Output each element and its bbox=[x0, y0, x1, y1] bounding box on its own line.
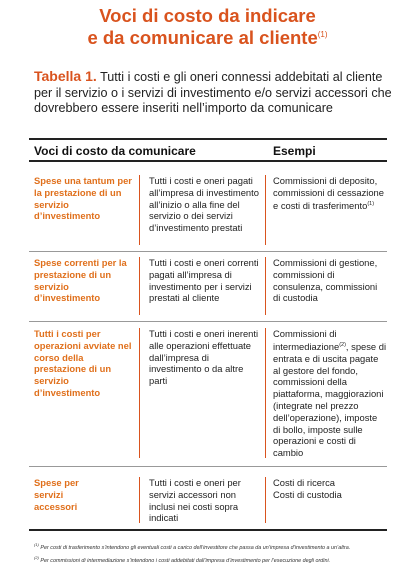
header-examples: Esempi bbox=[273, 144, 316, 158]
column-divider bbox=[139, 175, 140, 245]
header-cost-items: Voci di costo da comunicare bbox=[34, 144, 196, 158]
row-category: Spese una tantum per la prestazione di un servizio d’investimento bbox=[34, 175, 132, 222]
row-examples-text: Commissioni di deposito, commissioni di cessazione e costi di trasferimento bbox=[273, 175, 384, 211]
row-description: Tutti i costi e oneri per servizi accessori non inclusi nei costi sopra indicati bbox=[149, 477, 241, 524]
row-examples bbox=[273, 328, 387, 459]
row-divider bbox=[29, 466, 387, 467]
table-bottom-rule bbox=[29, 529, 387, 531]
row-category: Spese per servizi accessori bbox=[34, 477, 79, 512]
row-description: Tutti i costi e oneri correnti pagati all’impresa di investimento per i servizi prestati al cliente bbox=[149, 257, 259, 304]
footnote-text: Per commissioni di intermediazione s’intendono i costi addebitati dall’impresa d’investimento per l’esecuzione degli ordini. bbox=[40, 557, 331, 564]
title-footnote-ref: (1) bbox=[317, 30, 328, 39]
title-line-1: Voci di costo da indicare bbox=[99, 5, 316, 26]
row-divider bbox=[29, 321, 387, 322]
column-divider bbox=[139, 257, 140, 315]
table-caption bbox=[34, 69, 394, 117]
footnote-ref: (1) bbox=[367, 200, 375, 207]
column-divider bbox=[265, 257, 266, 315]
footnote bbox=[34, 540, 394, 553]
footnote bbox=[34, 553, 394, 566]
row-examples-text: , spese di entrata e di uscita pagate al gestore del fondo, commissioni della piattaforma, maggiorazioni (integrate nel prezzo dell’operazione), imposte di bollo, imposte sulle operazioni e costi di cambio bbox=[273, 340, 387, 459]
column-divider bbox=[265, 175, 266, 245]
column-divider bbox=[139, 328, 140, 458]
row-examples-lead: Commissioni di intermediazione bbox=[273, 328, 340, 352]
column-divider bbox=[139, 477, 140, 523]
row-description: Tutti i costi e oneri pagati all’impresa di investimento all’inizio o alla fine del servizio o dei servizi d’investimento prestati bbox=[149, 175, 259, 234]
header-bottom-rule bbox=[29, 160, 387, 162]
row-examples: Costi di ricerca Costi di custodia bbox=[273, 477, 342, 500]
column-divider bbox=[265, 328, 266, 458]
footnote-marker: (1) bbox=[34, 542, 39, 547]
footnote-text: Per costi di trasferimento s’intendono gli eventuali costi a carico dell’investitore che passa da un’impresa d’investimento a un’altra. bbox=[40, 544, 351, 551]
footnote-marker: (2) bbox=[34, 554, 39, 560]
footnote-ref: (2) bbox=[339, 341, 346, 348]
column-divider bbox=[265, 477, 266, 523]
row-category: Spese correnti per la prestazione di un servizio d’investimento bbox=[34, 257, 127, 304]
row-category: Tutti i costi per operazioni avviate nel corso della prestazione di un servizio d’investimento bbox=[34, 328, 132, 398]
row-examples: Commissioni di gestione, commissioni di consulenza, commissioni di custodia bbox=[273, 257, 378, 304]
title-line-2 bbox=[0, 24, 415, 48]
table-caption-label: Tabella 1. bbox=[34, 68, 97, 84]
row-examples bbox=[273, 175, 387, 212]
row-divider bbox=[29, 251, 387, 252]
row-description: Tutti i costi e oneri inerenti alle operazioni effettuate dall’impresa di investimento o da altre parti bbox=[149, 328, 259, 387]
table-caption-text: Tutti i costi e gli oneri connessi addebitati al cliente per il servizio o i servizi di investimento e/o servizi accessori che dovrebbero essere inseriti nell’importo da comunicare bbox=[34, 70, 392, 115]
title-line-2-text: e da comunicare al cliente bbox=[87, 27, 318, 49]
footnotes bbox=[34, 540, 394, 566]
table-top-rule bbox=[29, 138, 387, 140]
